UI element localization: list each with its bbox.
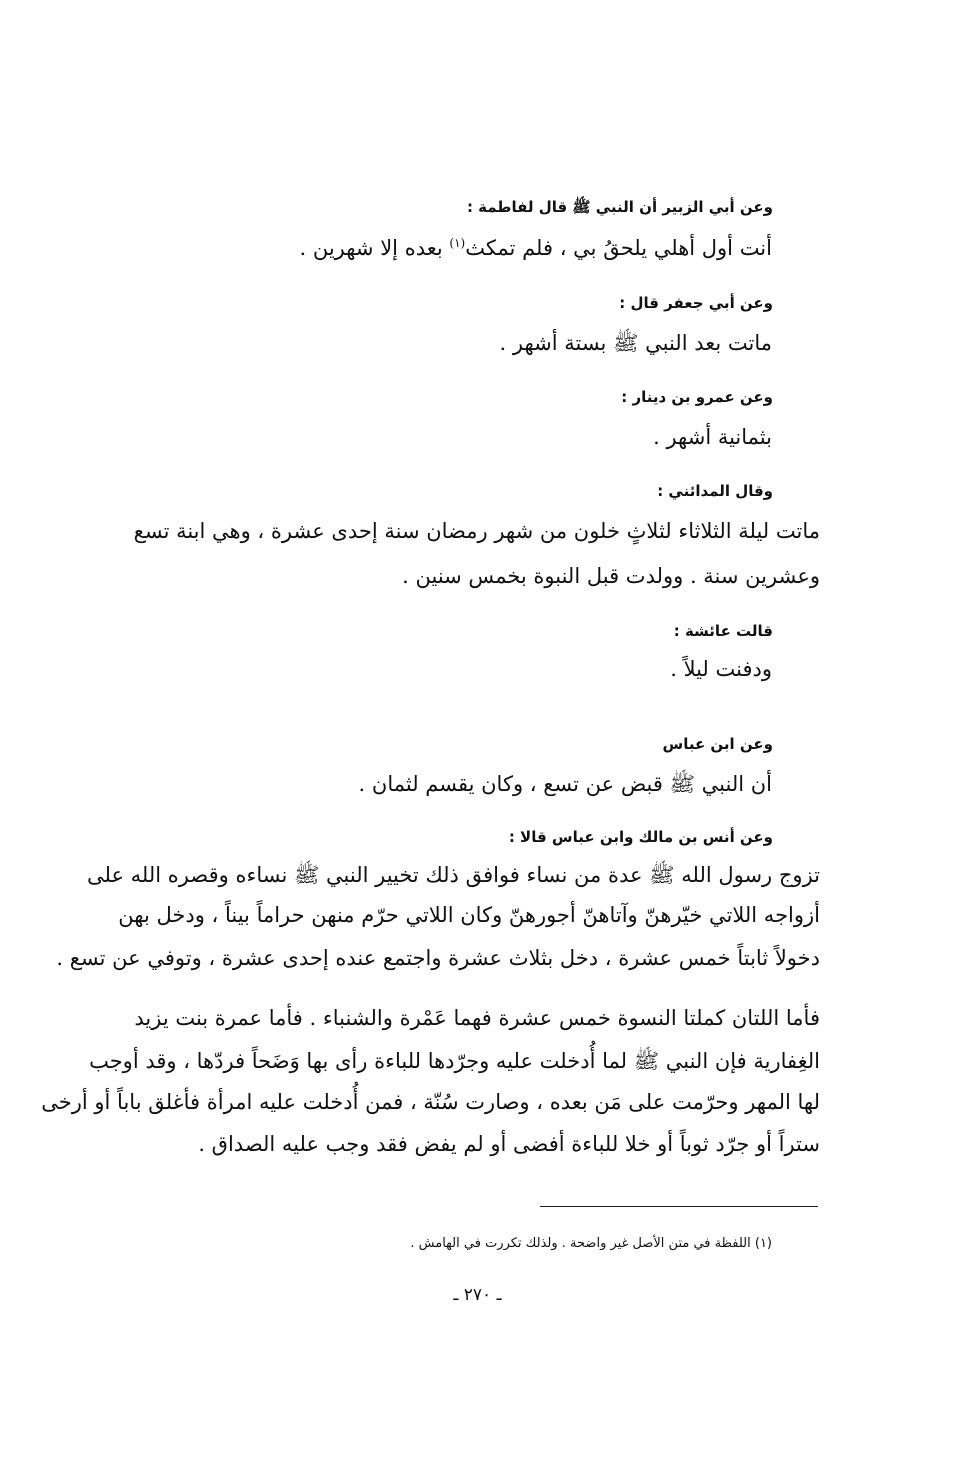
narration-text-7-line-3: دخولاً ثابتاً خمس عشرة ، دخل بثلاث عشرة واجتمع عنده إحدى عشرة ، وتوفي عن تسع .	[56, 946, 820, 970]
paragraph-line-1: فأما اللتان كملتا النسوة خمس عشرة فهما عَمْرة والشنباء . فأما عمرة بنت يزيد	[134, 1006, 820, 1030]
narration-header-2: وعن أبي جعفر قال :	[619, 294, 773, 312]
footnote-divider	[540, 1206, 818, 1207]
narration-text-4-line-1: ماتت ليلة الثلاثاء لثلاثٍ خلون من شهر رمضان سنة إحدى عشرة ، وهي ابنة تسع	[133, 519, 820, 543]
narration-text-2: ماتت بعد النبي ﷺ بستة أشهر .	[499, 331, 772, 355]
narration-text-5: ودفنت ليلاً .	[670, 657, 772, 681]
narration-header-5: قالت عائشة :	[673, 622, 773, 640]
narration-text-1: أنت أول أهلي يلحقُ بي ، فلم تمكث$^{(١)}$ بعده إلا شهرين .	[299, 236, 772, 260]
paragraph-line-3: لها المهر وحرّمت على مَن بعده ، وصارت سُنّة ، فمن أُدخلت عليه امرأة فأغلق باباً أو أرخى	[41, 1090, 820, 1114]
narration-text-7-line-1: تزوج رسول الله ﷺ عدة من نساء فوافق ذلك تخيير النبي ﷺ نساءه وقصره الله على	[87, 863, 820, 887]
narration-text-6: أن النبي ﷺ قبض عن تسع ، وكان يقسم لثمان .	[358, 772, 772, 796]
paragraph-line-2: الغِفارية فإن النبي ﷺ لما أُدخلت عليه وجرّدها للباءة رأى بها وَضَحاً فردّها ، وقد أوجب	[89, 1049, 820, 1073]
narration-header-7: وعن أنس بن مالك وابن عباس قالا :	[508, 828, 773, 846]
narration-header-1: وعن أبي الزبير أن النبي ﷺ قال لفاطمة :	[466, 198, 773, 216]
narration-text-7-line-2: أزواجه اللاتي خيّرهنّ وآتاهنّ أجورهنّ وكان اللاتي حرّم منهن حراماً بيناً ، ودخل بهن	[118, 903, 820, 927]
narration-header-3: وعن عمرو بن دينار :	[621, 388, 773, 406]
paragraph-line-4: ستراً أو جرّد ثوباً أو خلا للباءة أفضى أو لم يفض فقد وجب عليه الصداق .	[198, 1132, 820, 1156]
narration-text-4-line-2: وعشرين سنة . وولدت قبل النبوة بخمس سنين .	[402, 564, 820, 588]
page-number: ـ ٢٧٠ ـ	[453, 1285, 502, 1305]
narration-header-4: وقال المدائني :	[657, 482, 773, 500]
narration-header-6: وعن ابن عباس	[662, 735, 773, 753]
footnote-marker: (١)	[449, 236, 466, 250]
narration-text-3: بثمانية أشهر .	[653, 425, 772, 449]
footnote: (١) اللفظة في متن الأصل غير واضحة . ولذلك تكررت في الهامش .	[410, 1236, 772, 1251]
